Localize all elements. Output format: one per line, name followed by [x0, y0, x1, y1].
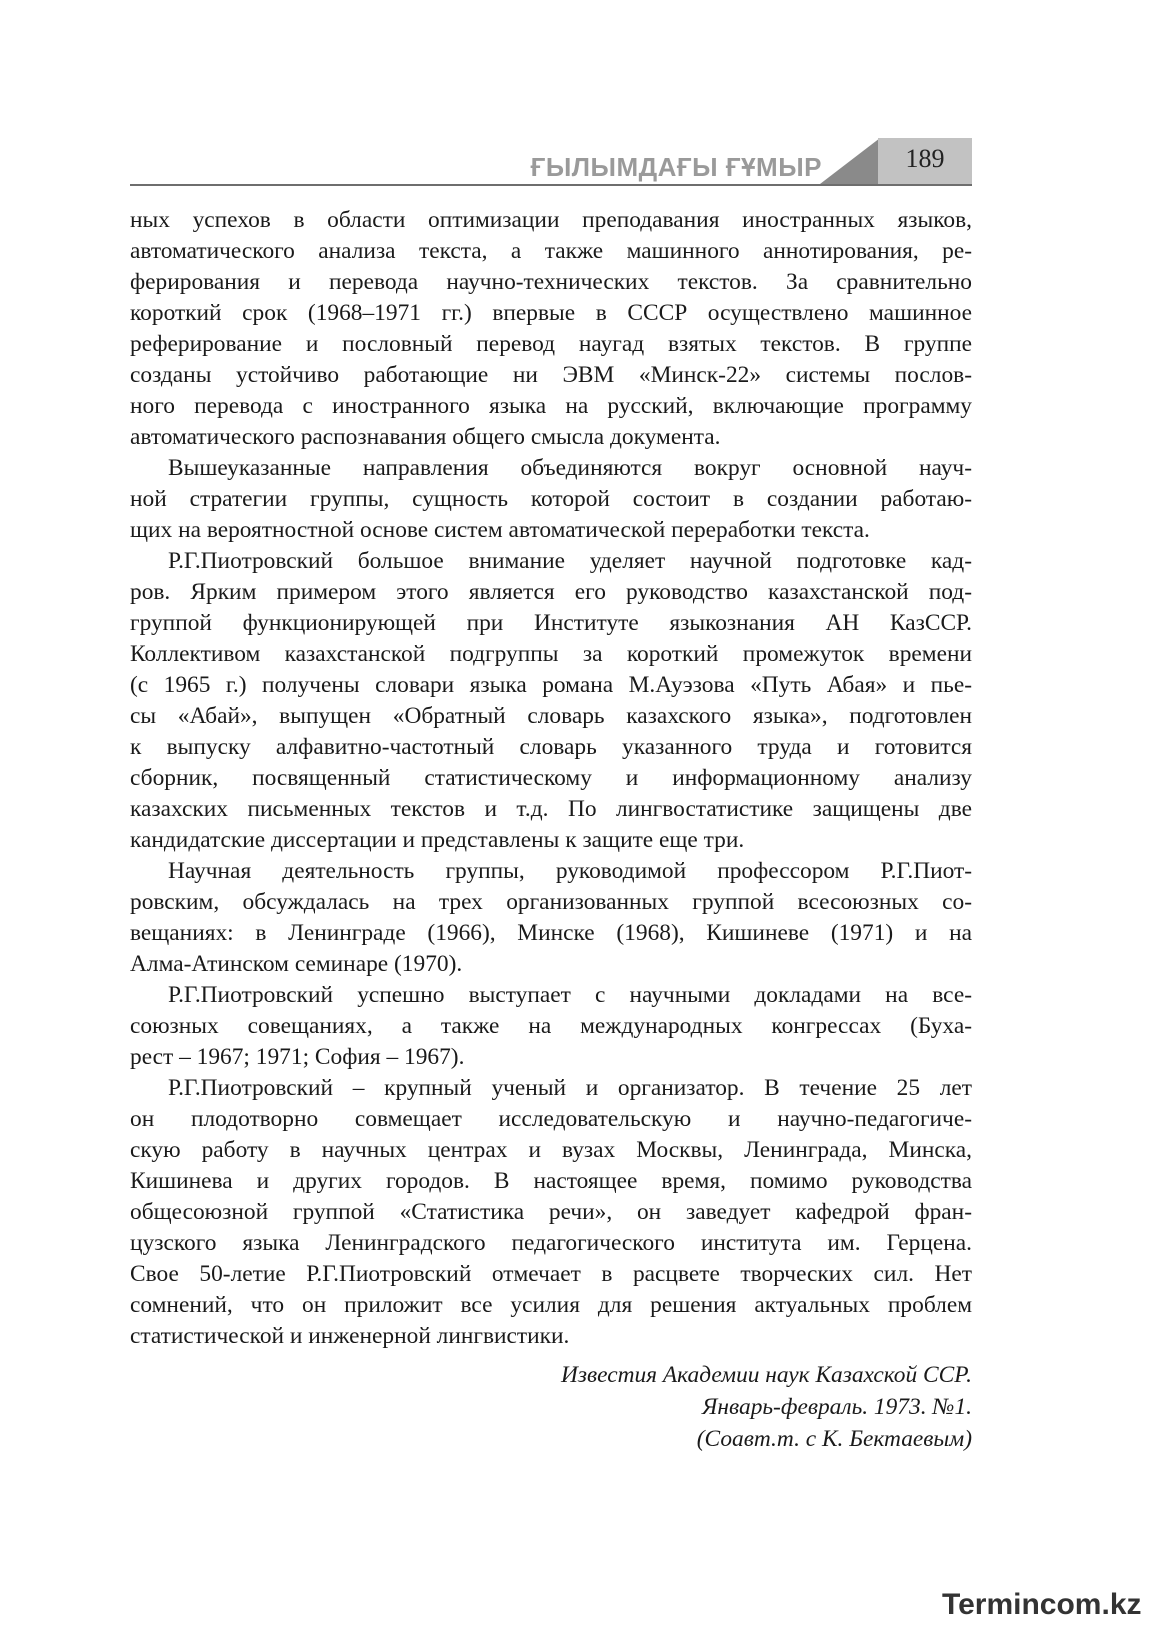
text-line: союзных совещаниях, а также на международных конгрессах (Буха-	[130, 1013, 972, 1039]
text-line: сборник, посвященный статистическому и информационному анализу	[130, 765, 972, 791]
text-line: созданы устойчиво работающие ни ЭВМ «Минск-22» системы послов-	[130, 362, 972, 388]
source-line-coauthor: (Соавт.т. с К. Бектаевым)	[696, 1426, 972, 1452]
text-line: ровским, обсуждалась на трех организованных группой всесоюзных со-	[130, 889, 972, 915]
text-line: Р.Г.Пиотровский большое внимание уделяет научной подготовке кад-	[168, 548, 972, 574]
text-line: реферирование и пословный перевод наугад взятых текстов. В группе	[130, 331, 972, 357]
text-line: сы «Абай», выпущен «Обратный словарь казахского языка», подготовлен	[130, 703, 972, 729]
text-line: Свое 50-летие Р.Г.Пиотровский отмечает в расцвете творческих сил. Нет	[130, 1261, 972, 1287]
text-line: Кишинева и других городов. В настоящее время, помимо руководства	[130, 1168, 972, 1194]
text-line: короткий срок (1968–1971 гг.) впервые в СССР осуществлено машинное	[130, 300, 972, 326]
source-line-issue: Январь-февраль. 1973. №1.	[702, 1394, 972, 1420]
text-line: Вышеуказанные направления объединяются вокруг основной науч-	[168, 455, 972, 481]
source-line-journal: Известия Академии наук Казахской ССР.	[560, 1362, 972, 1388]
text-line: цузского языка Ленинградского педагогического института им. Герцена.	[130, 1230, 972, 1256]
site-watermark: Termincom.kz	[942, 1588, 1142, 1621]
text-line: ферирования и перевода научно-технических текстов. За сравнительно	[130, 269, 972, 295]
text-line: рест – 1967; 1971; София – 1967).	[130, 1044, 465, 1070]
text-line: кандидатские диссертации и представлены к защите еще три.	[130, 827, 745, 853]
text-line: щих на вероятностной основе систем автоматической переработки текста.	[130, 517, 870, 543]
text-line: Научная деятельность группы, руководимой профессором Р.Г.Пиот-	[168, 858, 972, 884]
text-line: Алма-Атинском семинаре (1970).	[130, 951, 463, 977]
text-line: ров. Ярким примером этого является его руководство казахстанской под-	[130, 579, 972, 605]
text-line: скую работу в научных центрах и вузах Москвы, Ленинграда, Минска,	[130, 1137, 972, 1163]
text-line: статистической и инженерной лингвистики.	[130, 1323, 570, 1349]
body-text	[130, 205, 972, 1352]
text-line: автоматического анализа текста, а также машинного аннотирования, ре-	[130, 238, 972, 264]
text-line: (с 1965 г.) получены словари языка романа М.Ауэзова «Путь Абая» и пье-	[130, 672, 972, 698]
text-line: казахских письменных текстов и т.д. По лингвостатистике защищены две	[130, 796, 972, 822]
text-line: ных успехов в области оптимизации преподавания иностранных языков,	[130, 207, 972, 233]
text-line: ного перевода с иностранного языка на русский, включающие программу	[130, 393, 972, 419]
header-wedge-decoration	[820, 138, 880, 184]
text-line: общесоюзной группой «Статистика речи», он заведует кафедрой фран-	[130, 1199, 972, 1225]
text-line: ной стратегии группы, сущность которой состоит в создании работаю-	[130, 486, 972, 512]
text-line: сомнений, что он приложит все усилия для решения актуальных проблем	[130, 1292, 972, 1318]
running-header-title: ҒЫЛЫМДАҒЫ ҒҰМЫР	[530, 152, 822, 182]
text-line: группой функционирующей при Институте языкознания АН КазССР.	[130, 610, 972, 636]
source-citation	[561, 1359, 972, 1455]
text-line: он плодотворно совмещает исследовательскую и научно-педагогиче-	[130, 1106, 972, 1132]
page-number-box	[878, 138, 972, 184]
text-line: вещаниях: в Ленинграде (1966), Минске (1968), Кишиневе (1971) и на	[130, 920, 972, 946]
header-rule	[130, 184, 972, 186]
text-line: к выпуску алфавитно-частотный словарь указанного труда и готовится	[130, 734, 972, 760]
page-header	[130, 138, 972, 186]
text-line: Коллективом казахстанской подгруппы за короткий промежуток времени	[130, 641, 972, 667]
text-line: автоматического распознавания общего смысла документа.	[130, 424, 721, 450]
page-number: 189	[905, 144, 945, 173]
text-line: Р.Г.Пиотровский – крупный ученый и организатор. В течение 25 лет	[168, 1075, 972, 1101]
text-line: Р.Г.Пиотровский успешно выступает с научными докладами на все-	[168, 982, 972, 1008]
